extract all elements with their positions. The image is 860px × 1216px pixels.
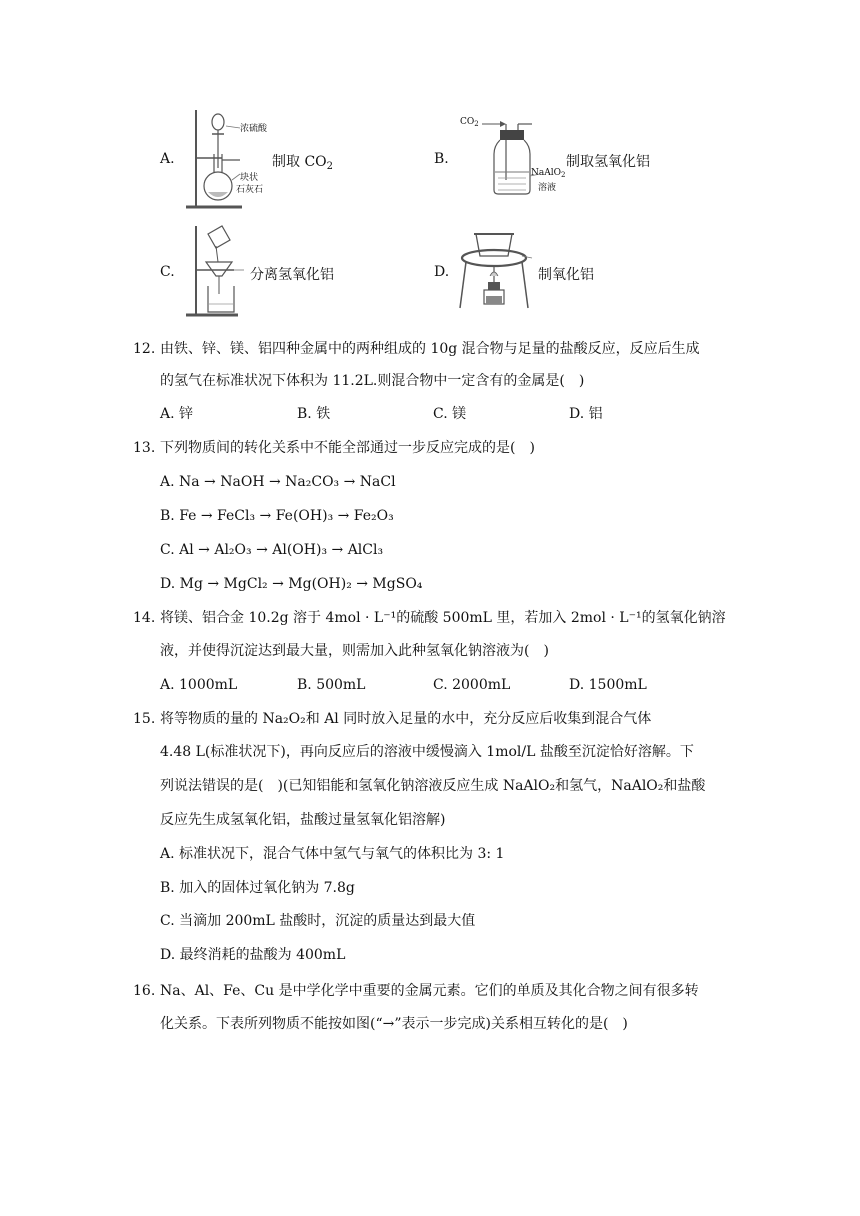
q11-option-d-caption: 制氧化铝	[538, 267, 594, 283]
q15-option-a: A. 标准状况下，混合气体中氢气与氧气的体积比为 3: 1	[160, 846, 505, 862]
q11-b-label-naalo2: NaAlO$_2$	[531, 168, 566, 179]
q15-stem-line-2: 4.48 L(标准状况下)，再向反应后的溶液中缓慢滴入 1mol/L 盐酸至沉淀恰好溶解。下	[160, 744, 694, 760]
q14-stem-line-2: 液，并使得沉淀达到最大量，则需加入此种氢氧化钠溶液为( )	[160, 643, 549, 659]
q13-option-d: D. Mg → MgCl₂ → Mg(OH)₂ → MgSO₄	[160, 576, 423, 592]
q11-b-label-co2: $CO_2$	[460, 117, 479, 128]
q12-stem-line-1: 由铁、锌、镁、铝四种金属中的两种组成的 10g 混合物与足量的盐酸反应，反应后生成	[160, 341, 700, 357]
q12-option-d: D. 铝	[569, 406, 603, 422]
q15-number: 15.	[133, 711, 156, 727]
q12-option-a: A. 锌	[160, 406, 194, 422]
q12-stem-line-2: 的氢气在标准状况下体积为 11.2L.则混合物中一定含有的金属是( )	[160, 373, 585, 389]
q14-option-c: C. 2000mL	[433, 677, 511, 693]
q11-a-label-lump: 块状	[240, 173, 259, 183]
q11-option-d-letter: D.	[434, 264, 450, 280]
q13-number: 13.	[133, 440, 156, 456]
q11-option-b-caption: 制取氢氧化铝	[566, 154, 650, 170]
q16-number: 16.	[133, 983, 156, 999]
q11-option-c-letter: C.	[160, 264, 175, 280]
q13-option-c: C. Al → Al₂O₃ → Al(OH)₃ → AlCl₃	[160, 542, 384, 558]
q12-option-c: C. 镁	[433, 406, 467, 422]
q11-a-label-conc-h2so4: 浓硫酸	[240, 124, 268, 134]
q11-option-a-caption: 制取 $CO_2$	[272, 154, 334, 172]
q11-b-label-solution: 溶液	[538, 183, 557, 193]
q16-stem-line-2: 化关系。下表所列物质不能按如图(“→”表示一步完成)关系相互转化的是( )	[160, 1016, 628, 1032]
q11-option-c-caption: 分离氢氧化铝	[250, 267, 334, 283]
q11-option-a-letter: A.	[160, 151, 175, 167]
q12-option-b: B. 铁	[297, 406, 331, 422]
q15-option-d: D. 最终消耗的盐酸为 400mL	[160, 947, 346, 963]
q13-stem: 下列物质间的转化关系中不能全部通过一步反应完成的是( )	[160, 440, 535, 456]
q15-option-c: C. 当滴加 200mL 盐酸时，沉淀的质量达到最大值	[160, 913, 476, 929]
q14-number: 14.	[133, 610, 156, 626]
q15-stem-line-4: 反应先生成氢氧化铝，盐酸过量氢氧化铝溶解)	[160, 812, 446, 828]
crucible-heating-figure	[454, 226, 534, 312]
q16-stem-line-1: Na、Al、Fe、Cu 是中学化学中重要的金属元素。它们的单质及其化合物之间有很多转	[160, 983, 699, 999]
q14-option-b: B. 500mL	[297, 677, 366, 693]
q14-stem-line-1: 将镁、铝合金 10.2g 溶于 4mol · L⁻¹的硫酸 500mL 里，若加入 2mol · L⁻¹的氢氧化钠溶	[160, 610, 726, 626]
q14-option-d: D. 1500mL	[569, 677, 647, 693]
q15-stem-line-1: 将等物质的量的 Na₂O₂和 Al 同时放入足量的水中，充分反应后收集到混合气体	[160, 711, 652, 727]
q12-number: 12.	[133, 341, 156, 357]
q15-stem-line-3: 列说法错误的是( )(已知铝能和氢氧化钠溶液反应生成 NaAlO₂和氢气，NaAlO₂和盐酸	[160, 778, 706, 794]
q13-option-a: A. Na → NaOH → Na₂CO₃ → NaCl	[160, 474, 396, 490]
q14-option-a: A. 1000mL	[160, 677, 238, 693]
q13-option-b: B. Fe → FeCl₃ → Fe(OH)₃ → Fe₂O₃	[160, 508, 394, 524]
q11-a-label-limestone: 石灰石	[236, 185, 264, 195]
q15-option-b: B. 加入的固体过氧化钠为 7.8g	[160, 880, 355, 896]
q11-option-b-letter: B.	[434, 151, 449, 167]
filtration-apparatus-figure	[182, 222, 248, 320]
